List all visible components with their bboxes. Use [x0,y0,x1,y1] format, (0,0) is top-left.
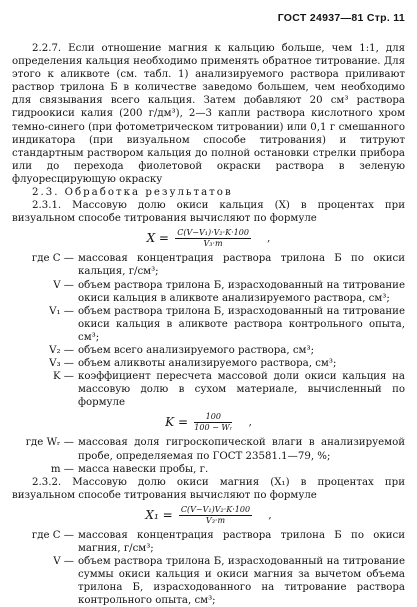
definition-text: объем аликвоты анализируемого раствора, см³; [78,358,337,370]
definition-row [12,529,405,555]
formula-fraction [194,412,232,433]
definition-row [12,370,405,409]
page-header: ГОСТ 24937—81 Стр. 11 [277,12,405,24]
formula-numerator: C(V−V₁)V₂·K·100 [180,504,251,514]
definition-row [12,555,405,607]
definition-text: массовая концентрация раствора трилона Б по окиси магния, г/см³; [78,529,405,554]
definition-row [12,279,405,305]
formula-lhs: X₁ = [145,507,173,522]
formula-trailer: , [268,509,272,521]
definition-symbol: где C — [31,529,74,541]
formula-fraction [175,228,251,249]
formula-fraction [179,505,252,526]
definition-text: массовая концентрация раствора трилона Б по окиси кальция, г/см³; [78,253,405,278]
formula-k [12,412,405,433]
formula-denominator: 100 − Wᵣ [194,423,233,433]
definition-row [12,357,405,370]
definition-symbol: где C — [31,253,74,265]
definition-row [12,305,405,344]
paragraph-2-2-7: 2.2.7. Если отношение магния к кальцию больше, чем 1:1, для определения кальция необходимо применять обратное титрование. Для этого к аликвоте (см. табл. 1) анализируемого раствора приливают раствор трилона Б в количестве заведомо большем, чем необходимо для связывания всего кальция. Затем добавляют 20 см³ раствора гидроокиси калия (200 г/дм³), 2—3 капли раствора кислотного хром темно-синего (при фотометрическом титровании) или 0,1 г смешанного индикатора (при визуальном способе титрования) и титруют стандартным раствором кальция до полной остановки стрелки прибора или до перехода фиолетовой окраски раствора в зеленую флуоресцирующую окраску [12,43,405,185]
definition-row [12,252,405,278]
definition-symbol: m — [50,463,74,475]
definition-row [12,463,405,476]
definitions-list [12,436,405,475]
definition-row [12,344,405,357]
formula-x [12,228,405,249]
body-text [12,42,405,607]
definition-row [12,436,405,462]
formula-lhs: K = [165,415,189,430]
definition-text: массовая доля гигроскопической влаги в анализируемой пробе, определяемая по ГОСТ 23581.1—79, %; [78,437,405,462]
definition-symbol: V₃ — [49,358,74,370]
definition-symbol: V — [53,556,74,568]
formula-trailer: , [248,417,252,429]
definition-symbol: V₂ — [49,344,74,356]
definition-symbol: где Wᵣ — [25,437,74,449]
formula-trailer: , [267,233,271,245]
formula-denominator: V₃·m [205,515,226,525]
formula-lhs: X = [146,231,169,246]
definition-text: объем раствора трилона Б, израсходованный на титрование окиси кальция в аликвоте раствора контрольного опыта, см³; [78,305,405,343]
definition-symbol: K — [52,371,74,383]
formula-numerator: C(V−V₁)·V₂·K·100 [177,228,249,238]
formula-x1 [12,505,405,526]
definition-text: объем раствора трилона Б, израсходованный на титрование суммы окиси кальция и окиси магния за вычетом объема трилона Б, израсходованного на титрование раствора контрольного опыта, см³; [78,556,405,607]
definition-symbol: V₁ — [49,305,74,317]
definition-symbol: V — [53,279,74,291]
formula-numerator: 100 [194,412,232,423]
definitions-list [12,252,405,409]
definitions-list [12,529,405,607]
paragraph-2-3-2: 2.3.2. Массовую долю окиси магния (X₁) в процентах при визуальном способе титрования вычисляют по формуле [12,476,405,501]
paragraph-2-3-1: 2.3.1. Массовую долю окиси кальция (X) в процентах при визуальном способе титрования вычисляют по формуле [12,200,405,225]
definition-text: масса навески пробы, г. [78,463,209,475]
section-heading: 2.3. Обработка результатов [32,187,233,199]
definition-text: коэффициент пересчета массовой доли окиси кальция на массовую долю в сухом материале, вычисленный по формуле [78,371,405,409]
definition-text: объем раствора трилона Б, израсходованный на титрование окиси кальция в аликвоте анализируемого раствора, см³; [78,279,405,304]
definition-text: объем всего анализируемого раствора, см³; [78,344,314,356]
formula-denominator: V₃·m [203,239,223,249]
